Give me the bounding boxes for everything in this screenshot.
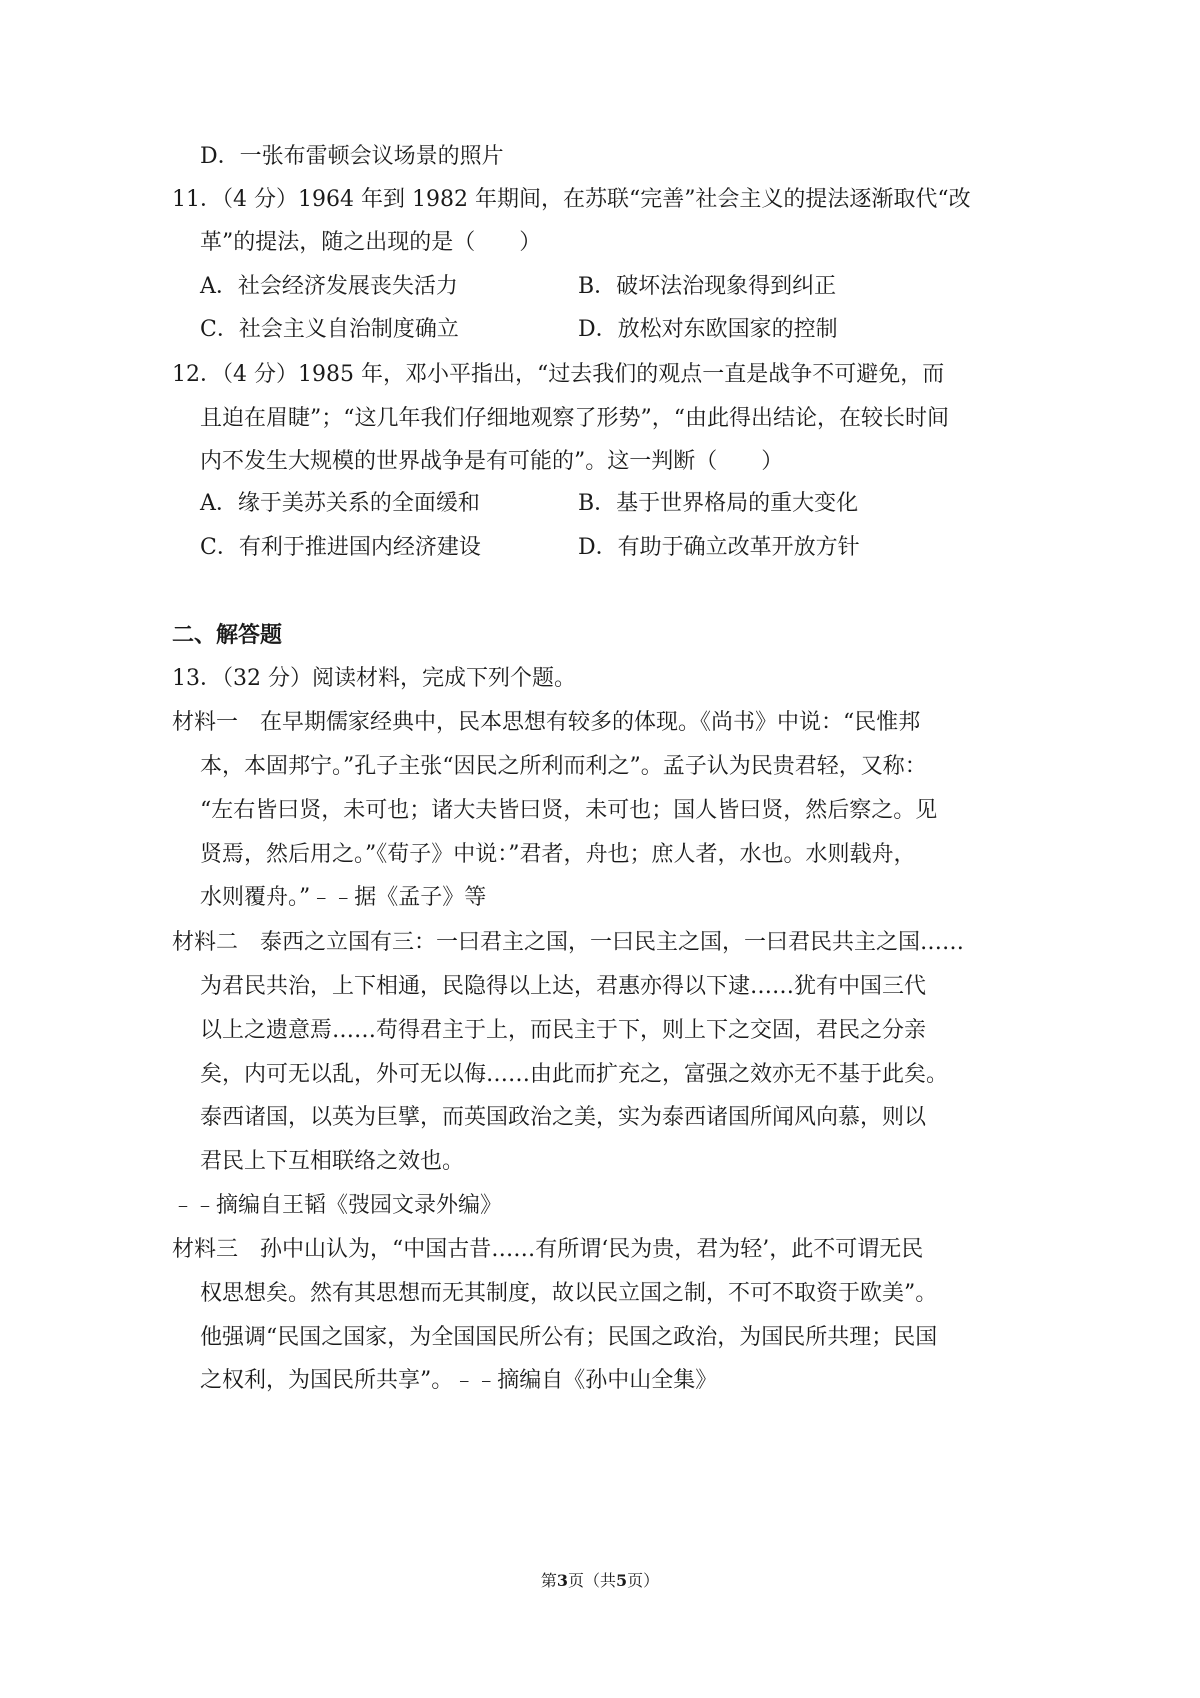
material2-source: ﹣﹣摘编自王韬《弢园文录外编》 [172, 1193, 503, 1218]
q11-option-a: A．社会经济发展丧失活力 [200, 274, 458, 299]
material2-line-2: 为君民共治，上下相通，民隐得以上达，君惠亦得以下逮……犹有中国三代 [200, 974, 927, 999]
q13-intro: 13．（32 分）阅读材料，完成下列个题。 [172, 666, 576, 691]
q12-stem-line-1: 12．（4 分）1985 年，邓小平指出，“过去我们的观点一直是战争不可避免，而 [172, 362, 945, 387]
q12-option-b: B．基于世界格局的重大变化 [578, 491, 859, 516]
material2-line-6: 君民上下互相联络之效也。 [200, 1149, 465, 1174]
footer-prefix: 第 [540, 1571, 557, 1590]
material3-line-4: 之权利，为国民所共享”。﹣﹣摘编自《孙中山全集》 [200, 1368, 718, 1393]
material2-line-3: 以上之遗意焉……苟得君主于上，而民主于下，则上下之交固，君民之分亲 [200, 1018, 927, 1043]
material2-line-1: 材料二 泰西之立国有三：一曰君主之国，一曰民主之国，一曰君民共主之国…… [172, 930, 965, 955]
q11-option-b: B．破坏法治现象得到纠正 [578, 274, 837, 299]
material3-line-2: 权思想矣。然有其思想而无其制度，故以民立国之制，不可不取资于欧美”。 [200, 1281, 938, 1306]
q11-stem-line-1: 11．（4 分）1964 年到 1982 年期间，在苏联“完善”社会主义的提法逐渐取代“改 [172, 187, 971, 212]
page-footer [0, 1570, 1200, 1592]
material1-line-2: 本，本固邦宁。”孔子主张“因民之所利而利之”。孟子认为民贵君轻，又称： [200, 754, 927, 779]
material3-line-1: 材料三 孙中山认为，“中国古昔……有所谓‘民为贵，君为轻’，此不可谓无民 [172, 1237, 924, 1262]
q11-stem-line-2: 革”的提法，随之出现的是（ ） [200, 230, 542, 255]
footer-page-number: 3 [556, 1571, 568, 1590]
q12-stem-line-3: 内不发生大规模的世界战争是有可能的”。这一判断（ ） [200, 449, 784, 474]
section-heading: 二、解答题 [172, 622, 283, 648]
material1-line-1: 材料一 在早期儒家经典中，民本思想有较多的体现。《尚书》中说：“民惟邦 [172, 710, 921, 735]
footer-middle: 页（共 [567, 1571, 616, 1590]
q11-option-c: C．社会主义自治制度确立 [200, 317, 459, 342]
material2-line-4: 矣，内可无以乱，外可无以侮……由此而扩充之，富强之效亦无不基于此矣。 [200, 1062, 949, 1087]
material1-line-3: “左右皆曰贤，未可也；诸大夫皆曰贤，未可也；国人皆曰贤，然后察之。见 [200, 798, 938, 823]
material1-line-5: 水则覆舟。”﹣﹣据《孟子》等 [200, 885, 487, 910]
q12-option-c: C．有利于推进国内经济建设 [200, 535, 481, 560]
material1-line-4: 贤焉，然后用之。”《荀子》中说：”君者，舟也；庶人者，水也。水则载舟， [200, 842, 916, 867]
q12-option-a: A．缘于美苏关系的全面缓和 [200, 491, 480, 516]
footer-total-pages: 5 [616, 1571, 628, 1590]
q10-option-d: D．一张布雷顿会议场景的照片 [200, 144, 504, 169]
q12-stem-line-2: 且迫在眉睫”；“这几年我们仔细地观察了形势”，“由此得出结论，在较长时间 [200, 406, 949, 431]
material2-line-5: 泰西诸国，以英为巨擘，而英国政治之美，实为泰西诸国所闻风向慕，则以 [200, 1105, 927, 1130]
footer-suffix: 页） [627, 1571, 660, 1590]
q11-option-d: D．放松对东欧国家的控制 [578, 317, 838, 342]
material3-line-3: 他强调“民国之国家，为全国国民所公有；民国之政治，为国民所共理；民国 [200, 1325, 938, 1350]
q12-option-d: D．有助于确立改革开放方针 [578, 535, 860, 560]
